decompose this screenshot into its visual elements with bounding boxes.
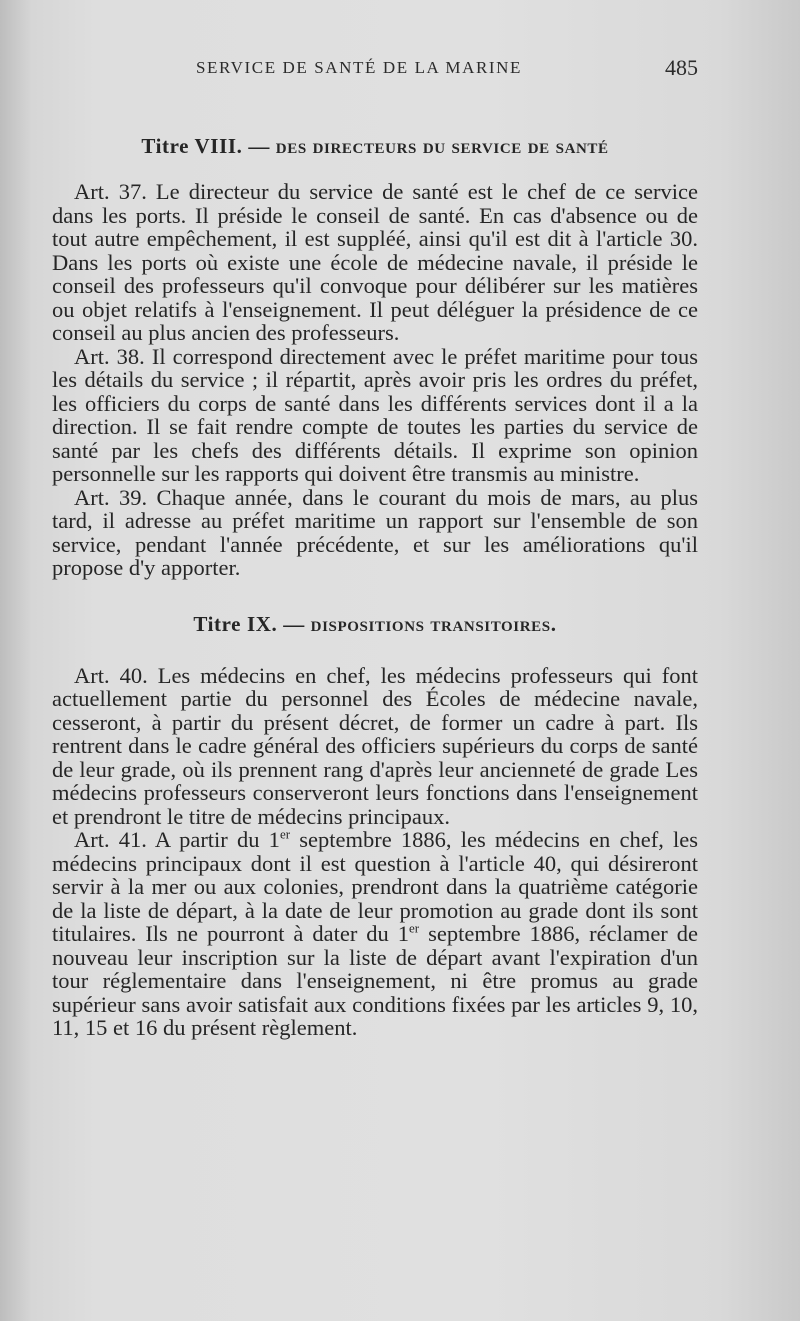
article-38: Art. 38. Il correspond directement avec le préfet maritime pour tous les détails du service ; il répartit, après avoir pris les ordres du préfet, les officiers du corps de santé dans les différents services dont il a la direction. Il se fait rendre compte de toutes les parties du service de santé par les chefs des différents détails. Il exprime son opinion personnelle sur les rapports qui doivent être transmis au ministre. — [52, 343, 698, 486]
article-40: Art. 40. Les médecins en chef, les médecins professeurs qui font actuellement partie du personnel des Écoles de médecine navale, cesseront, à partir du présent décret, de former un cadre à part. Ils rentrent dans le cadre général des officiers supérieurs du corps de santé de leur grade, où ils prennent rang d'après leur ancienneté de grade Les médecins professeurs conserveront leurs fonctions dans l'enseignement et prendront le titre de médecins principaux. — [52, 662, 698, 829]
running-title: SERVICE DE SANTÉ DE LA MARINE — [196, 58, 523, 77]
ordinal-superscript: er — [409, 920, 420, 936]
article-37: Art. 37. Le directeur du service de santé est le chef de ce service dans les ports. Il préside le conseil de santé. En cas d'absence ou de tout autre empêchement, il est suppléé, ainsi qu'il est dit à l'article 30. Dans les ports où existe une école de médecine navale, il préside le conseil des professeurs qu'il convoque pour délibérer sur les matières ou objet relatifs à l'enseignement. Il peut déléguer la présidence de ce conseil au plus ancien des professeurs. — [52, 179, 698, 345]
ordinal-superscript: er — [279, 826, 291, 842]
section-heading: des directeurs du service de santé — [275, 134, 609, 158]
article-41-text-2: septembre 1886, les médecins en chef, les médecins principaux dont il est question à l'article 40, qui désireront servir à la mer ou aux colonies, prendront dans la quatrième catégorie de la liste de départ, à la date de leur promotion au grade dont ils sont titulaires. Ils ne pourront à dater du 1 — [52, 827, 698, 946]
section-title-viii — [52, 132, 698, 160]
section-heading: dispositions transitoires. — [310, 611, 557, 636]
article-41 — [52, 828, 698, 1040]
title-dash: — — [277, 611, 311, 636]
article-39: Art. 39. Chaque année, dans le courant du mois de mars, au plus tard, il adresse au préfet maritime un rapport sur l'ensemble de son service, pendant l'année précédente, et sur les améliorations qu'il propose d'y apporter. — [52, 484, 698, 580]
page-number: 485 — [665, 55, 698, 80]
page-header — [52, 55, 698, 88]
article-41-text-1: Art. 41. A partir du 1 — [74, 827, 280, 852]
section-number: Titre IX. — [193, 611, 278, 636]
title-dash: — — [242, 134, 276, 158]
body-text — [52, 132, 698, 1040]
section-title-ix — [52, 610, 698, 638]
article-41-text-3: septembre 1886, réclamer de nouveau leur inscription sur la liste de départ avant l'expiration d'un tour réglementaire dans l'enseignement, ni être promus au grade supérieur sans avoir satisfait aux conditions fixées par les articles 9, 10, 11, 15 et 16 du présent règlement. — [52, 921, 698, 1040]
section-number: Titre VIII. — [141, 134, 243, 158]
